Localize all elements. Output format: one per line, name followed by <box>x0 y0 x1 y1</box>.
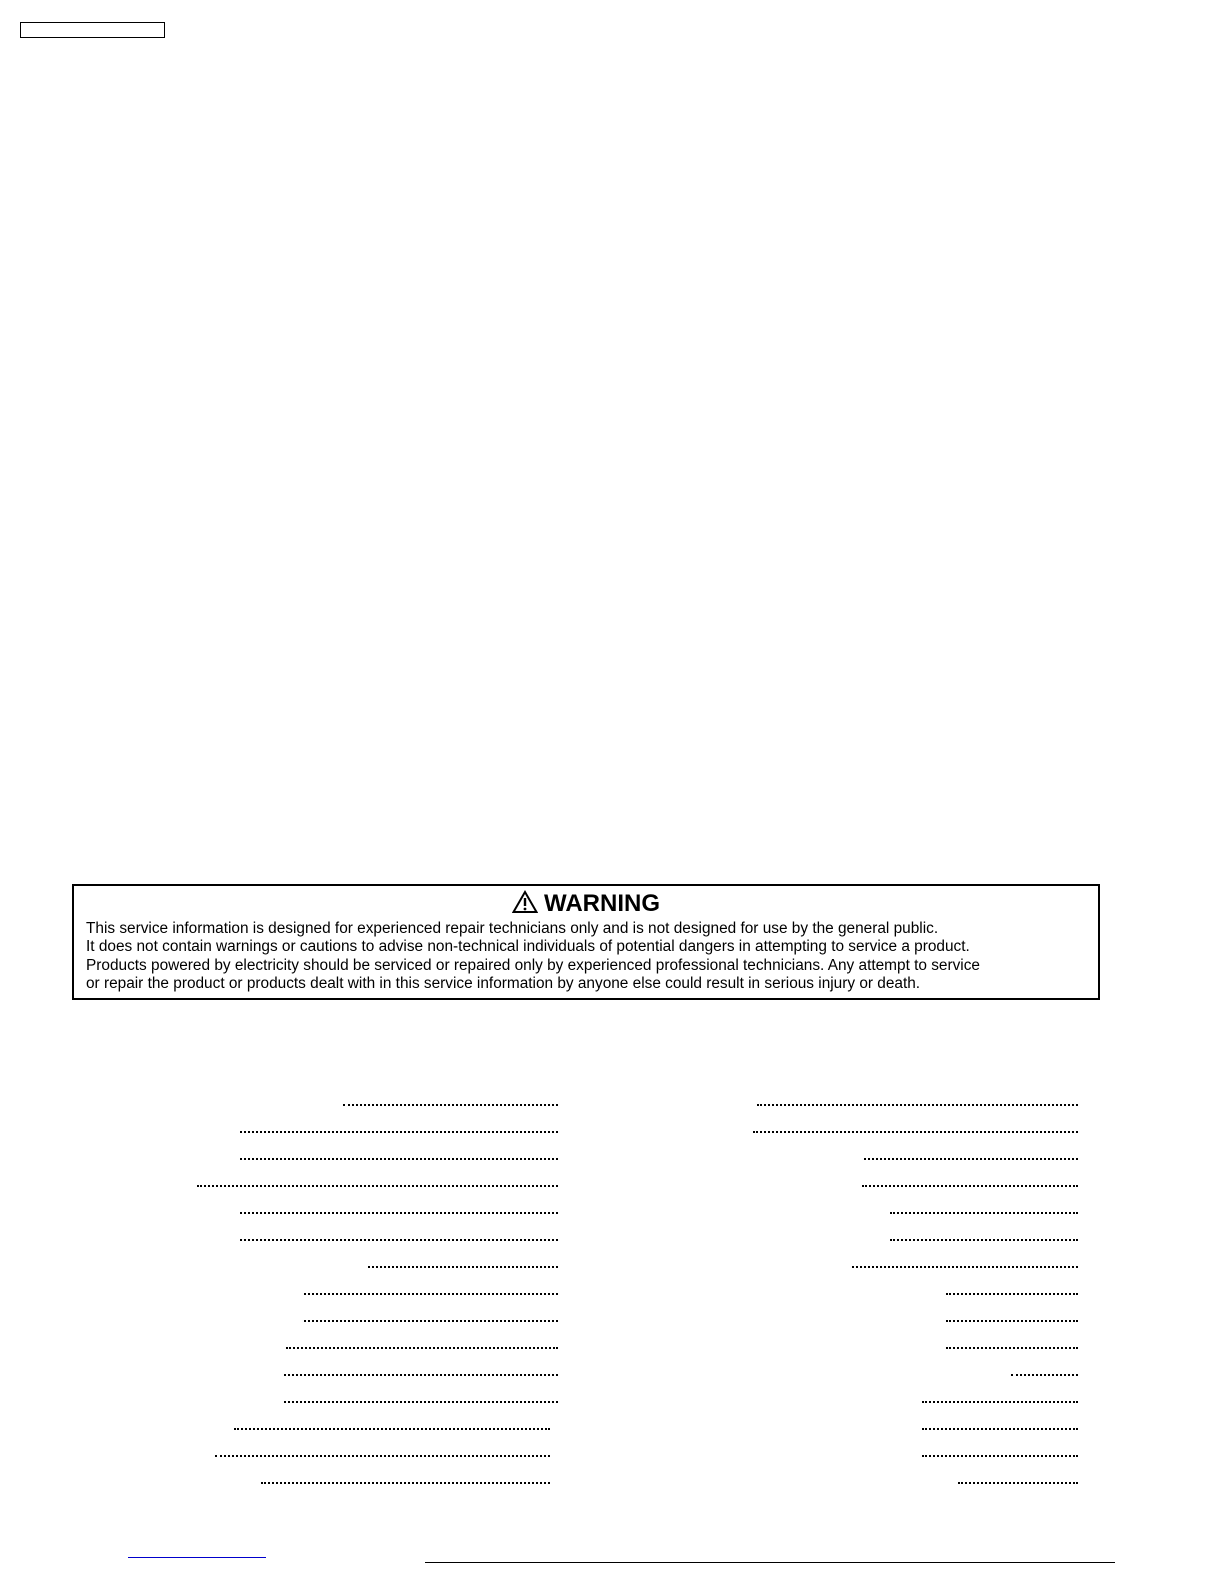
toc-leader-left <box>215 1455 550 1457</box>
toc-leader-left <box>284 1401 558 1403</box>
toc-leader-left <box>240 1212 558 1214</box>
toc-leader-right <box>753 1131 1078 1133</box>
warning-line: This service information is designed for experienced repair technicians only and is not designed for use by the general public. <box>86 920 939 937</box>
warning-triangle-icon <box>512 890 538 914</box>
toc-leader-left <box>197 1185 558 1187</box>
toc-leader-left <box>240 1158 558 1160</box>
footer-rule <box>425 1562 1115 1563</box>
toc-leader-left <box>343 1104 558 1106</box>
toc-leader-right <box>958 1482 1078 1484</box>
toc-leader-right <box>946 1320 1078 1322</box>
toc-leader-right <box>1011 1374 1078 1376</box>
toc-leader-left <box>284 1374 558 1376</box>
toc-leader-right <box>890 1212 1078 1214</box>
toc-leader-left <box>240 1131 558 1133</box>
toc-leader-right <box>890 1239 1078 1241</box>
toc-leader-left <box>304 1293 558 1295</box>
warning-title-text: WARNING <box>544 890 660 917</box>
toc-leader-left <box>234 1428 550 1430</box>
toc-leader-right <box>946 1347 1078 1349</box>
toc-leader-left <box>304 1320 558 1322</box>
toc-leader-right <box>757 1104 1078 1106</box>
warning-line: It does not contain warnings or cautions to advise non-technical individuals of potential dangers in attempting to service a product. <box>86 938 970 956</box>
toc-leader-left <box>368 1266 558 1268</box>
warning-line: or repair the product or products dealt with in this service information by anyone else could result in serious injury or death. <box>86 974 921 992</box>
warning-title <box>74 889 1098 919</box>
toc-leader-right <box>862 1185 1078 1187</box>
toc-leader-right <box>922 1455 1078 1457</box>
warning-body <box>86 920 1088 993</box>
toc-leader-right <box>922 1401 1078 1403</box>
warning-line: Products powered by electricity should be serviced or repaired only by experienced professional technicians. Any attempt to service <box>86 956 980 974</box>
header-model-box <box>20 22 165 38</box>
toc-leader-right <box>946 1293 1078 1295</box>
toc-leader-left <box>240 1239 558 1241</box>
warning-notice <box>72 884 1100 1000</box>
footer-link-underline[interactable] <box>128 1557 266 1558</box>
toc-leader-right <box>864 1158 1078 1160</box>
toc-leader-right <box>852 1266 1078 1268</box>
toc-leader-left <box>286 1347 558 1349</box>
toc-leader-right <box>922 1428 1078 1430</box>
toc-leader-left <box>261 1482 550 1484</box>
